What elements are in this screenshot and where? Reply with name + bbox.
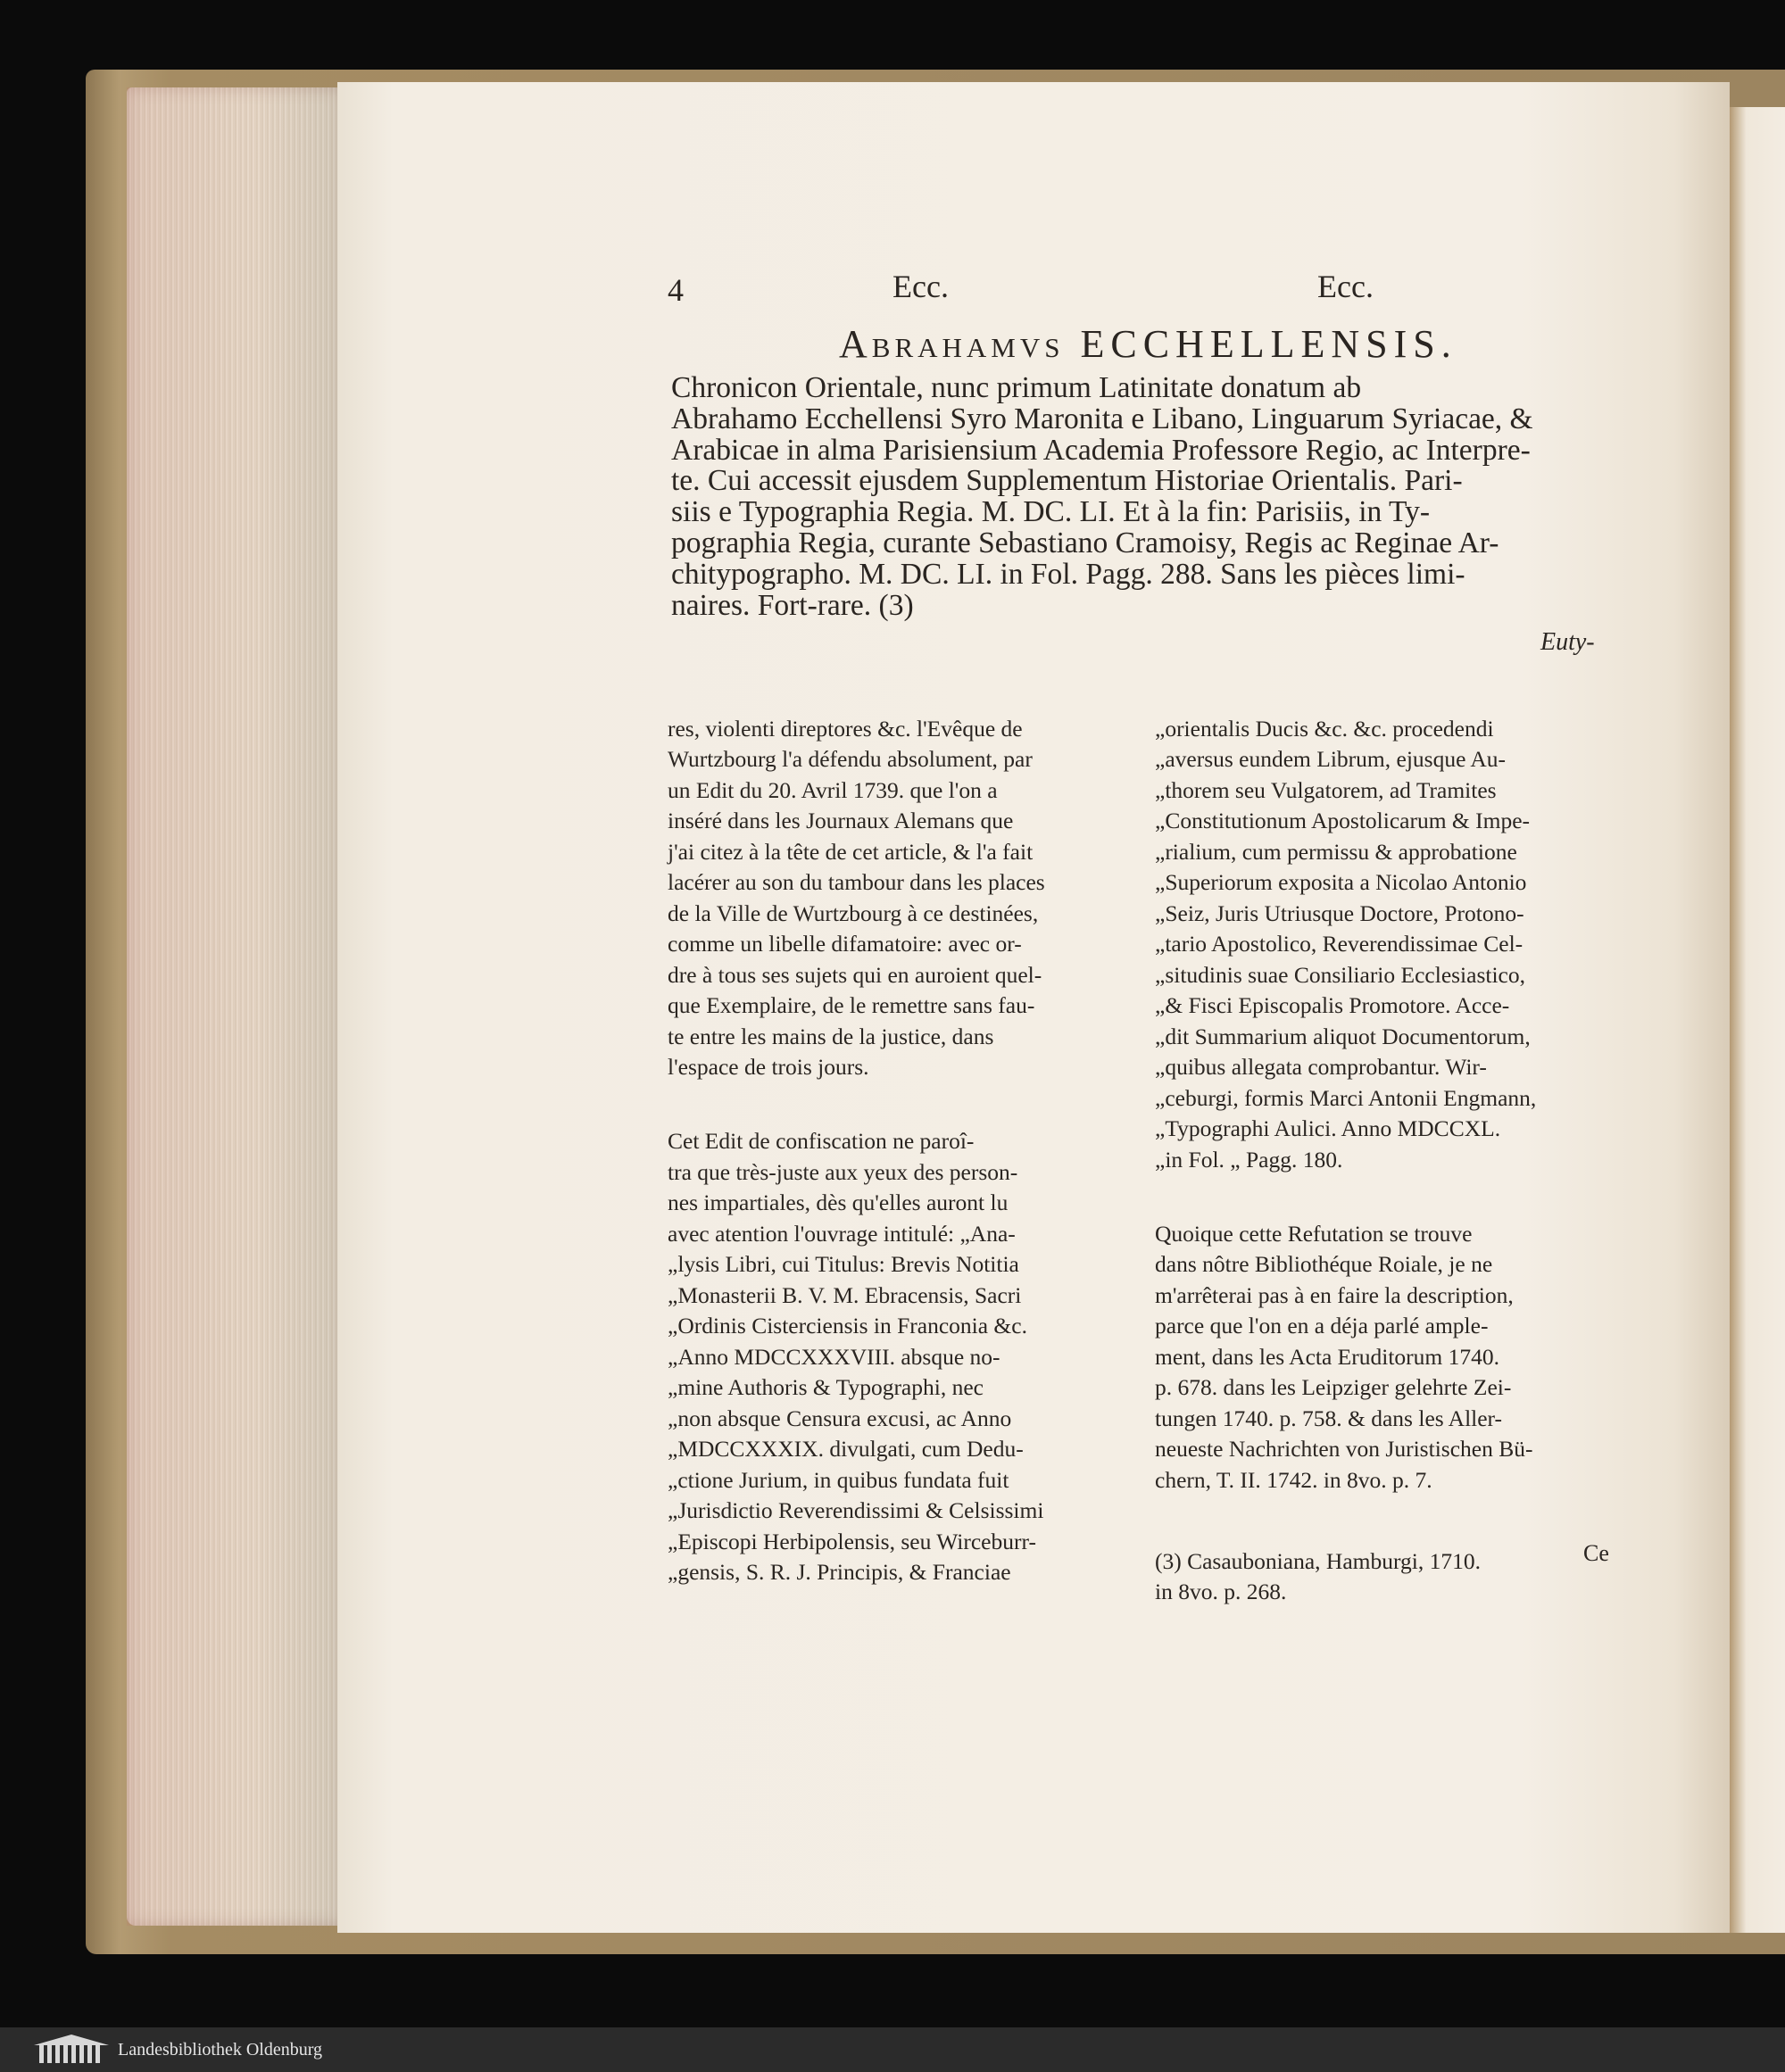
right-column xyxy=(1155,683,1612,1638)
page-edges xyxy=(127,87,345,1926)
header-left: Ecc. xyxy=(892,269,949,304)
left-paragraph-1: res, violenti direptores &c. l'Evêque de Wurtzbourg l'a défendu absolument, par un Edit du 20. Avril 1739. que l'on a inséré dans les Journaux Alemans que j'ai citez à la tête de cet article, & l'a fait lacérer au son du tambour dans les places de la Ville de Wurtzbourg à ce destinées, comme un libelle difamatoire: avec or- dre à tous ses sujets qui en auroient quel- que Exemplaire, de le remettre sans fau- te entre les mains de la justice, dans l'espace de trois jours. xyxy=(668,715,1045,1080)
library-name[interactable]: Landesbibliothek Oldenburg xyxy=(118,2039,323,2060)
right-paragraph-1: „orientalis Ducis &c. &c. procedendi „aversus eundem Librum, ejusque Au- „thorem seu Vulgatorem, ad Tramites „Constitutionum Apostolicarum & Impe- „rialium, cum permissu & approbatione „Superiorum exposita a Nicolao Antonio „Seiz, Juris Utriusque Doctore, Protono- „tario Apostolico, Reverendissimae Cel- „situdinis suae Consiliario Ecclesiastico, „& Fisci Episcopalis Promotore. Acce- „dit Summarium aliquot Documentorum, „quibus allegata comprobantur. Wir- „ceburgi, formis Marci Antonii Engmann, „Typographi Aulici. Anno MDCCXL. „in Fol. „ Pagg. 180. xyxy=(1155,715,1537,1173)
library-building-icon xyxy=(34,2035,109,2065)
page-catchword: Ce xyxy=(1583,1540,1609,1566)
entry-title xyxy=(839,321,1457,367)
page-number: 4 xyxy=(668,272,684,308)
footer-bar xyxy=(0,2027,1785,2072)
entry-catchword: Euty- xyxy=(1540,628,1595,656)
facing-page-edge xyxy=(1730,107,1785,1933)
entry-title-first-name: Abrahamvs xyxy=(839,322,1065,366)
entry-title-surname: ECCHELLENSIS. xyxy=(1080,322,1457,366)
left-paragraph-2: Cet Edit de confiscation ne paroî- tra que très-juste aux yeux des person- nes impartiales, dès qu'elles auront lu avec atention l'ouvrage intitulé: „Ana- „lysis Libri, cui Titulus: Brevis Notitia „Monasterii B. V. M. Ebracensis, Sacri „Ordinis Cisterciensis in Franconia &c. „Anno MDCCXXXVIII. absque no- „mine Authoris & Typographi, nec „non absque Censura excusi, ac Anno „MDCCXXXIX. divulgati, cum Dedu- „ctione Jurium, in quibus fundata fuit „Jurisdictio Reverendissimi & Celsissimi „Episcopi Herbipolensis, seu Wirceburr- „gensis, S. R. J. Principis, & Franciae xyxy=(668,1128,1044,1585)
right-paragraph-2: Quoique cette Refutation se trouve dans nôtre Bibliothéque Roiale, je ne m'arrêterai pas à en faire la description, parce que l'on en a déja parlé ample- ment, dans les Acta Eruditorum 1740. p. 678. dans les Leipziger gelehrte Zei- tungen 1740. p. 758. & dans les Aller- neueste Nachrichten von Juristischen Bü- chern, T. II. 1742. in 8vo. p. 7. xyxy=(1155,1220,1533,1493)
running-header xyxy=(668,268,1614,321)
header-right: Ecc. xyxy=(1317,269,1374,304)
footnote-3: (3) Casauboniana, Hamburgi, 1710. in 8vo. p. 268. xyxy=(1155,1547,1481,1604)
bibliographic-entry: Chronicon Orientale, nunc primum Latinitate donatum ab Abrahamo Ecchellensi Syro Maronita e Libano, Linguarum Syriacae, & Arabicae in alma Parisiensium Academia Professore Regio, ac Interpre- te. Cui accessit ejusdem Supplementum Historiae Orientalis. Pari- siis e Typographia Regia. M. DC. LI. Et à la fin: Parisiis, in Ty- pographia Regia, curante Sebastiano Cramoisy, Regis ac Reginae Ar- chitypographo. M. DC. LI. in Fol. Pagg. 288. Sans les pièces limi- naires. Fort-rare. (3) xyxy=(671,371,1533,622)
left-column xyxy=(668,683,1125,1619)
